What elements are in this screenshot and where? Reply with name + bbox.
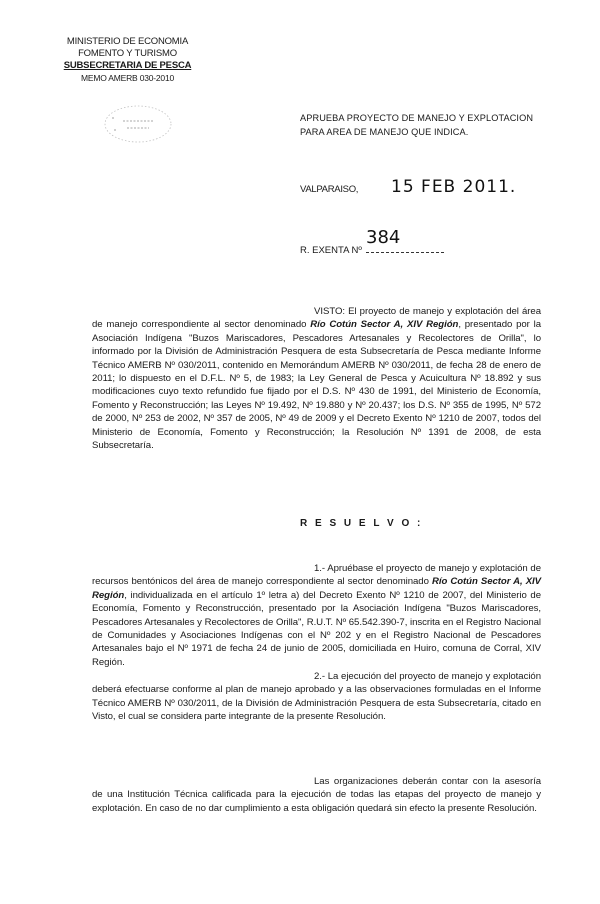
date-place: VALPARAISO, [300, 184, 359, 195]
resolution-number-line [300, 227, 444, 256]
letterhead-ministry: MINISTERIO DE ECONOMIA [66, 36, 189, 47]
date-line [300, 177, 517, 197]
date-stamp: 15 FEB 2011. [391, 177, 517, 197]
sector-name: Río Cotún Sector A, XIV Región [310, 319, 459, 331]
article-3: Las organizaciones deberán contar con la asesoría de una Institución Técnica calificada para la ejecución de todas las etapas del proyecto de manejo y explotación. En caso de no dar cumplimiento a esta obligación quedará sin efecto la presente Resolución. [92, 776, 541, 814]
resolution-label: R. EXENTA Nº [300, 245, 362, 256]
subject-line-2: PARA AREA DE MANEJO QUE INDICA. [300, 127, 469, 137]
memo-reference: MEMO AMERB 030-2010 [80, 73, 175, 83]
subject-line-1: APRUEBA PROYECTO DE MANEJO Y EXPLOTACION [300, 113, 534, 123]
resolution-number: 384 [366, 227, 401, 248]
article-2: 2.- La ejecución del proyecto de manejo y explotación deberá efectuarse conforme al plan de manejo aprobado y a las observaciones formuladas en el Informe Técnico AMERB Nº 030/2011, de la División de Administración Pesquera de esta Subsecretaría, citado en Visto, el cual se considera parte integrante de la presente Resolución. [92, 671, 541, 723]
letterhead-subsecretaria: SUBSECRETARIA DE PESCA [63, 60, 192, 71]
visto-paragraph: VISTO: El proyecto de manejo y explotación del área de manejo correspondiente al sector denominado Río Cotún Sector A, XIV Región, presentado por la Asociación Indígena "Buzos Mariscadores, Pescadores Artesanales y Recolectores de Orilla", lo informado por la División de Administración Pesquera de esta Subsecretaría de Pesca mediante Informe Técnico AMERB Nº 030/2011, contenido en Memorándum AMERB Nº 030/2011, de fecha 28 de enero de 2011; lo dispuesto en el D.F.L. Nº 5, de 1983; la Ley General de Pesca y Acuicultura Nº 18.892 y sus modificaciones cuyo texto refundido fue fijado por el D.S. Nº 430 de 1991, del Ministerio de Economía, Fomento y Reconstrucción; las Leyes Nº 19.492, Nº 19.880 y Nº 20.437; los D.S. Nº 355 de 1995, Nº 572 de 2000, Nº 253 de 2002, Nº 357 de 2005, Nº 49 de 2009 y el Decreto Exento Nº 1210 de 2007, todos del Ministerio de Economía, Fomento y Reconstrucción; la Resolución Nº 1391 de 2008, de esta Subsecretaría. [92, 306, 541, 452]
letterhead-fomento: FOMENTO Y TURISMO [78, 48, 177, 59]
article-1: 1.- Apruébase el proyecto de manejo y explotación de recursos bentónicos del área de manejo correspondiente al sector denominado Río Cotún Sector A, XIV Región, individualizada en el artículo 1º letra a) del Decreto Exento Nº 1210 de 2007, del Ministerio de Economía, Fomento y Reconstrucción, presentado por la Asociación Indígena "Buzos Mariscadores, Pescadores Artesanales y Recolectores de Orilla", R.U.T. Nº 65.542.390-7, inscrita en el Registro Nacional de Comunidades y Asociaciones Indígenas con el Nº 202 y en el Registro Nacional de Pescadores Artesanales bajo el Nº 1971 de fecha 24 de junio de 2005, domiciliada en Huiro, comuna de Corral, XIV Región. [92, 563, 542, 668]
resolution-subject [300, 111, 540, 139]
resuelvo-heading: R E S U E L V O : [300, 518, 423, 529]
official-seal [103, 104, 173, 144]
letterhead [55, 36, 200, 84]
sector-name: Río Cotún Sector A, XIV Región [92, 576, 542, 601]
